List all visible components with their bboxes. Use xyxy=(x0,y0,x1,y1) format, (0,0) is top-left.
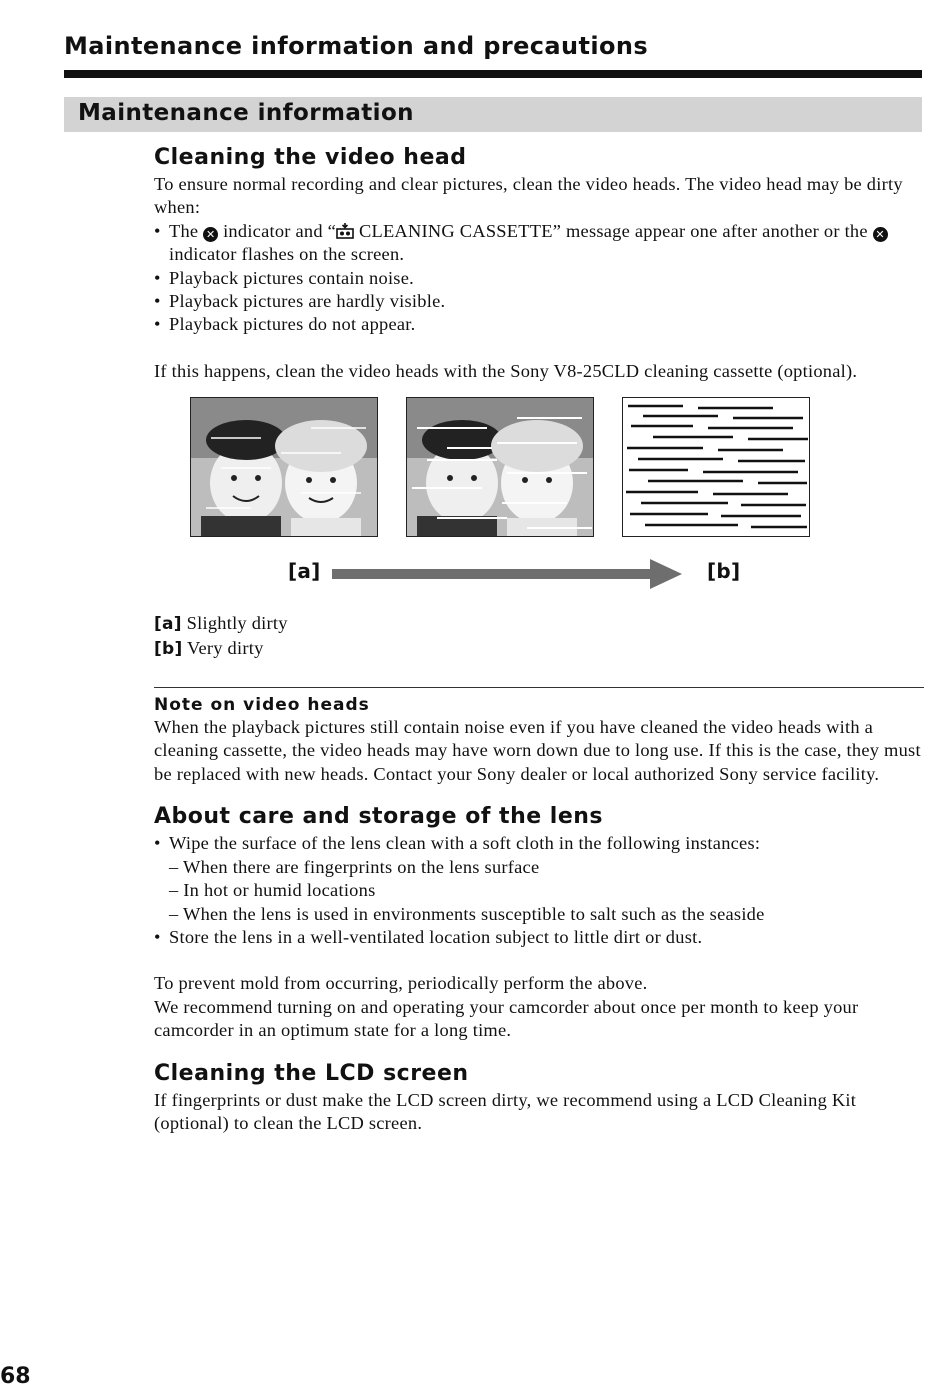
page-header: Maintenance information and precautions xyxy=(64,32,649,60)
bullet-text: The xyxy=(169,220,199,241)
progression-arrow-icon xyxy=(332,559,682,589)
figure-label-b: [b] xyxy=(707,559,741,584)
x-circle-icon: ✕ xyxy=(203,227,218,242)
content xyxy=(154,143,924,1135)
caption-text: Very dirty xyxy=(186,637,264,658)
dirty-head-figure xyxy=(154,397,924,612)
header-rule xyxy=(64,70,922,78)
list-item: – When the lens is used in environments susceptible to salt such as the seaside xyxy=(169,903,765,924)
list-item: • Playback pictures do not appear. xyxy=(154,313,924,336)
section-band xyxy=(64,97,922,132)
bullet-text: Wipe the surface of the lens clean with a soft cloth in the following instances: xyxy=(169,833,761,854)
list-item: – In hot or humid locations xyxy=(169,880,376,901)
caption-key: [a] xyxy=(154,614,182,635)
list-item: • Playback pictures are hardly visible. xyxy=(154,290,924,313)
list-item: • Store the lens in a well-ventilated location subject to little dirt or dust. xyxy=(154,926,924,949)
lens-bullets xyxy=(154,832,924,949)
lens-heading: About care and storage of the lens xyxy=(154,804,604,830)
lens-dash-list xyxy=(169,856,924,926)
bullet-text: indicator flashes on the screen. xyxy=(169,244,405,265)
caption-text: Slightly dirty xyxy=(186,613,288,634)
list-item: – When there are fingerprints on the lens surface xyxy=(169,856,540,877)
video-head-intro: To ensure normal recording and clear pictures, clean the video heads. The video head may be dirty when: xyxy=(154,174,903,218)
caption-b xyxy=(154,637,924,661)
bullet-text: CLEANING CASSETTE” message appear one after another or the xyxy=(358,220,868,241)
photo-very-dirty xyxy=(622,397,810,537)
note-text: When the playback pictures still contain noise even if you have cleaned the video heads with a cleaning cassette, the video heads may have worn down due to long use. If this is the case, they must be replaced with new heads. Contact your Sony dealer or local authorized Sony service facility. xyxy=(154,717,921,784)
note-divider xyxy=(154,687,924,688)
video-head-heading: Cleaning the video head xyxy=(154,145,467,170)
x-circle-icon: ✕ xyxy=(873,227,888,242)
video-head-after: If this happens, clean the video heads with the Sony V8-25CLD cleaning cassette (optional). xyxy=(154,360,858,381)
video-head-bullets xyxy=(154,220,924,337)
note-title: Note on video heads xyxy=(154,695,370,716)
lcd-text: If fingerprints or dust make the LCD screen dirty, we recommend using a LCD Cleaning Kit (optional) to clean the LCD screen. xyxy=(154,1089,857,1133)
list-item xyxy=(154,220,924,267)
list-item xyxy=(154,832,924,926)
cleaning-cassette-icon xyxy=(336,223,354,239)
caption-key: [b] xyxy=(154,638,183,659)
photo-slightly-dirty xyxy=(406,397,594,537)
lens-para-1: To prevent mold from occurring, periodically perform the above. xyxy=(154,973,648,994)
photo-slightly-dirty-small xyxy=(190,397,378,537)
bullet-text: indicator and “ xyxy=(223,220,337,241)
caption-a xyxy=(154,612,924,636)
lcd-heading: Cleaning the LCD screen xyxy=(154,1060,469,1086)
list-item: • Playback pictures contain noise. xyxy=(154,267,924,290)
page-number: 68 xyxy=(0,1364,31,1389)
figure-label-a: [a] xyxy=(288,559,321,584)
section-title: Maintenance information xyxy=(78,100,414,126)
lens-para-2: We recommend turning on and operating your camcorder about once per month to keep your camcorder in an optimum state for a long time. xyxy=(154,996,859,1041)
